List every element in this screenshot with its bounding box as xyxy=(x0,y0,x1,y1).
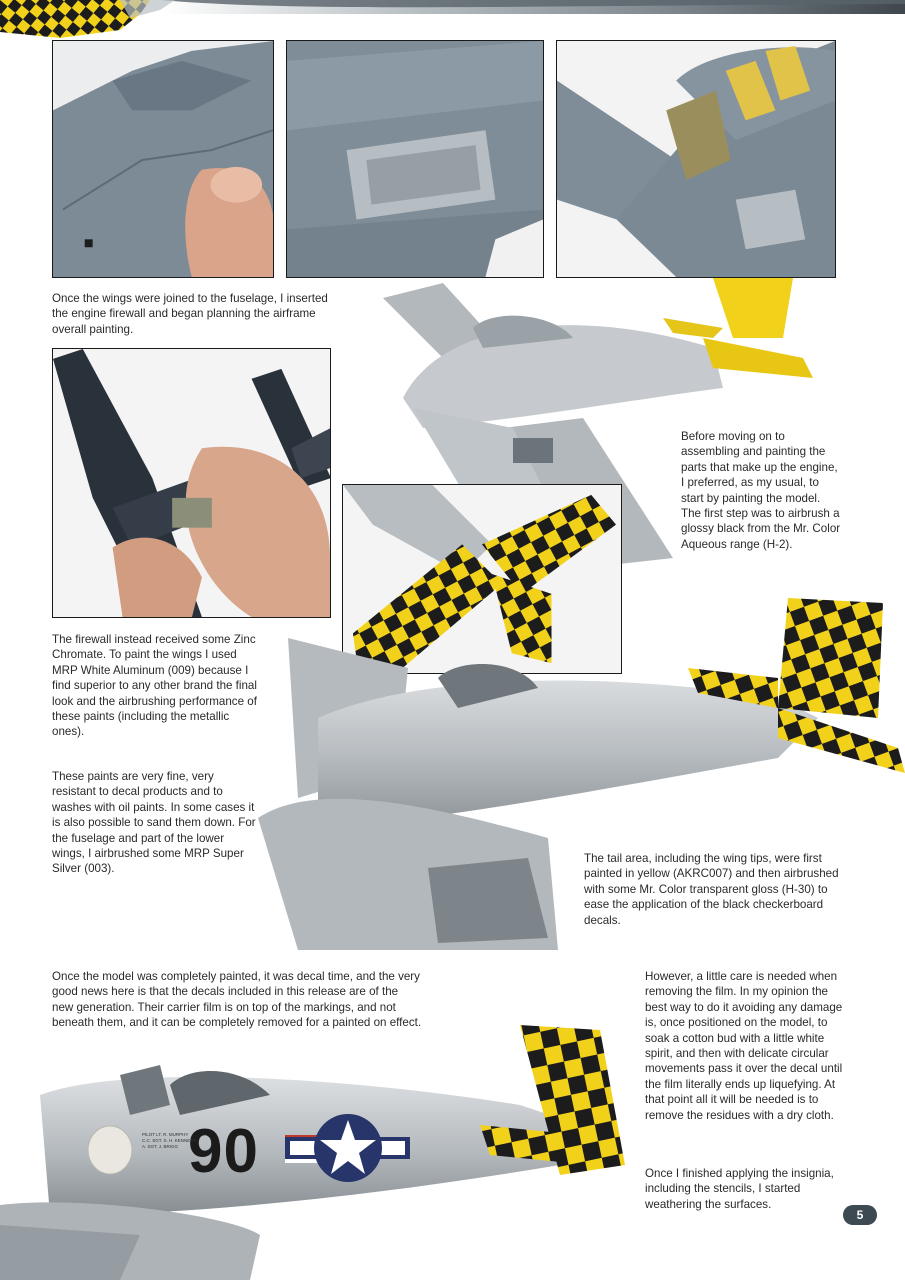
photo-cockpit-masked xyxy=(556,40,836,278)
stencil-line: PILOT LT. R. MURPHY xyxy=(142,1132,189,1137)
checkered-banner-icon xyxy=(0,0,905,38)
stencil-block xyxy=(142,1132,222,1150)
caption-decal-time: Once the model was completely painted, it was decal time, and the very good news here is that the decals included in this release are of the new generation. Their carrier film is on top of the markings, and not beneath them, and it can be completely removed for a painted on effect. xyxy=(52,970,422,1030)
caption-care-needed: However, a little care is needed when removing the film. In my opinion the best way to do it avoiding any damage is, once positioned on the model, to soak a cotton bud with a little white spirit, and then with delicate circular movements pass it over the decal until the film literally ends up liquefying. At that point all it will be needed is to remove the residues with a dry cloth. xyxy=(645,970,843,1122)
page-number: 5 xyxy=(843,1205,877,1225)
caption-insignia: Once I finished applying the insignia, including the stencils, I started weathering the surfaces. xyxy=(645,1167,834,1211)
photo-firewall-area xyxy=(286,40,544,278)
caption-tail-area: The tail area, including the wing tips, were first painted in yellow (AKRC007) and then airbrushed with some Mr. Color transparent gloss (H-30) to ease the application of the black checkerboard decals. xyxy=(584,852,839,927)
photo-decaled-aircraft xyxy=(0,1025,630,1280)
top-banner xyxy=(0,0,905,38)
stencil-line: A. SGT. J. BRIGG xyxy=(142,1144,179,1149)
photo-wing-fuselage-join xyxy=(52,40,274,278)
caption-paints-fine: These paints are very fine, very resistant to decal products and to washes with oil paints. In some cases it is also possible to sand them down. For the fuselage and part of the lower wings, I airbrushed some MRP Super Silver (003). xyxy=(52,770,256,876)
stencil-line: C.C. SGT. S. H. KENNEDY xyxy=(142,1138,197,1143)
caption-wings-joined: Once the wings were joined to the fuselage, I inserted the engine firewall and began planning the airframe overall painting. xyxy=(52,292,328,336)
photo-glossy-black-model xyxy=(52,348,331,618)
caption-firewall-zinc: The firewall instead received some Zinc Chromate. To paint the wings I used MRP White Aluminum (009) because I find superior to any other brand the final look and the airbrushing performance of these paints (including the metallic ones). xyxy=(52,633,257,739)
fuselage-code: 90 xyxy=(188,1117,259,1186)
caption-before-engine: Before moving on to assembling and painting the parts that make up the engine, I preferred, as my usual, to start by painting the model. The first step was to airbrush a glossy black from the Mr. Color Aqueous range (H-2). xyxy=(681,430,841,551)
